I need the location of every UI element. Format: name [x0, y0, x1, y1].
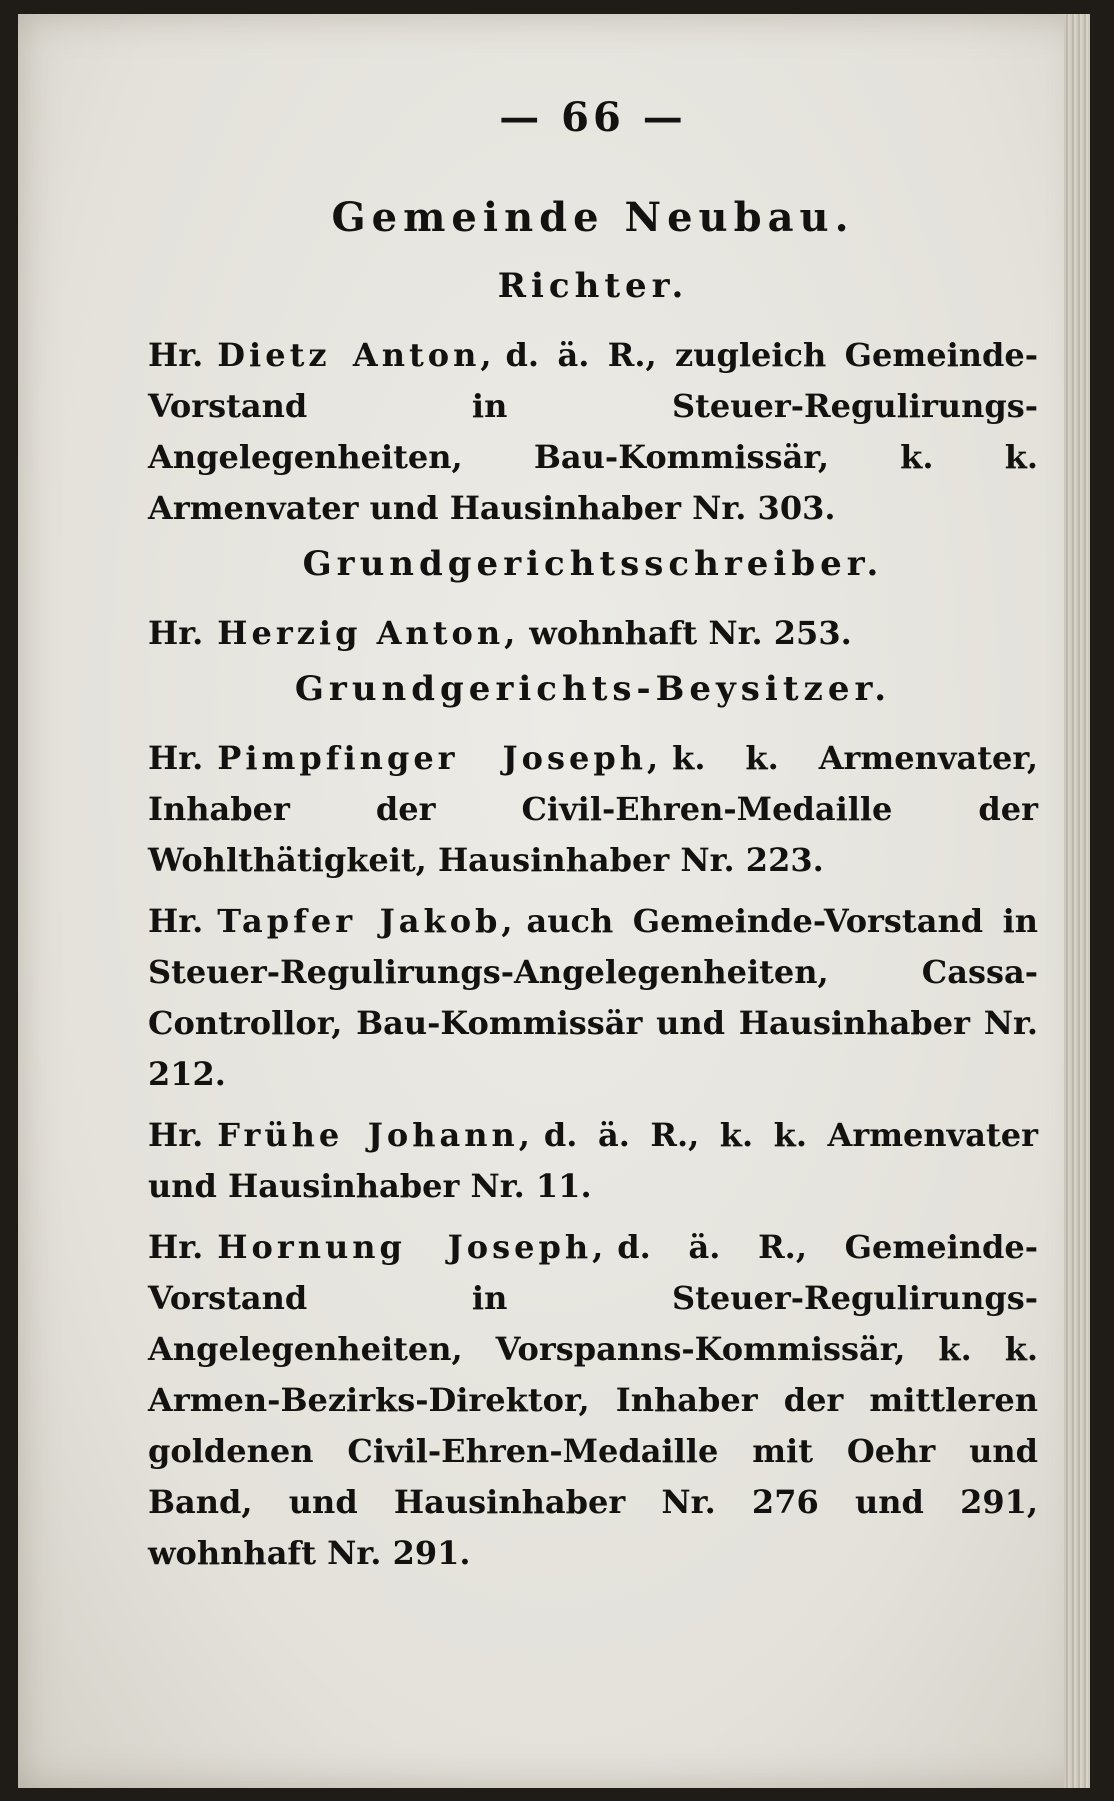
entry-name: Herzig Anton,	[217, 614, 520, 652]
entry-tapfer-jakob	[148, 896, 1038, 1100]
entry-hornung-joseph	[148, 1222, 1038, 1579]
entry-pimpfinger-joseph	[148, 733, 1038, 886]
page-title: Gemeinde Neubau.	[331, 194, 855, 241]
entry-text: wohnhaft Nr. 253.	[529, 614, 852, 652]
entry-honorific: Hr.	[148, 336, 204, 374]
entry-text: k. k. Armenvater, Inhaber der Civil-Ehren-Medaille der Wohlthätigkeit, Hausinhaber Nr. 223.	[148, 739, 1039, 879]
entry-honorific: Hr.	[148, 902, 204, 940]
entry-dietz-anton	[148, 330, 1038, 534]
entry-honorific: Hr.	[148, 739, 204, 777]
entry-text: d. ä. R., k. k. Armenvater und Hausinhaber Nr. 11.	[148, 1116, 1039, 1205]
entry-text: d. ä. R., Gemeinde-Vorstand in Steuer-Regulirungs-Angelegenheiten, Vorspanns-Kommissär, k. k. Armen-Bezirks-Direktor, Inhaber der mittleren goldenen Civil-Ehren-Medaille mit Oehr und Band, und Hausinhaber Nr. 276 und 291, wohnhaft Nr. 291.	[148, 1228, 1039, 1572]
entry-text: auch Gemeinde-Vorstand in Steuer-Regulirungs-Angelegenheiten, Cassa-Controllor, Bau-Kommissär und Hausinhaber Nr. 212.	[148, 902, 1038, 1093]
page-content	[148, 94, 1038, 1589]
entry-herzig-anton	[148, 608, 1038, 659]
entry-name: Tapfer Jakob,	[217, 902, 517, 940]
entry-fruehe-johann	[148, 1110, 1038, 1212]
section-heading-beysitzer: Grundgerichts-Beysitzer.	[294, 669, 892, 709]
page-edge	[1064, 14, 1090, 1788]
section-heading-grundgerichtsschreiber: Grundgerichtsschreiber.	[302, 544, 884, 584]
entry-name: Pimpfinger Joseph,	[217, 739, 663, 777]
entry-honorific: Hr.	[148, 614, 204, 652]
entry-name: Frühe Johann,	[217, 1116, 534, 1154]
section-heading-richter: Richter.	[497, 266, 689, 306]
page-number: — 66 —	[499, 94, 687, 141]
entry-honorific: Hr.	[148, 1228, 204, 1266]
book-page	[18, 14, 1090, 1788]
entry-name: Hornung Joseph,	[217, 1228, 608, 1266]
entry-text: d. ä. R., zugleich Gemeinde-Vorstand in Steuer-Regulirungs-Angelegenheiten, Bau-Kommissär, k. k. Armenvater und Hausinhaber Nr. 303.	[148, 336, 1039, 527]
entry-name: Dietz Anton,	[217, 336, 496, 374]
entry-honorific: Hr.	[148, 1116, 204, 1154]
